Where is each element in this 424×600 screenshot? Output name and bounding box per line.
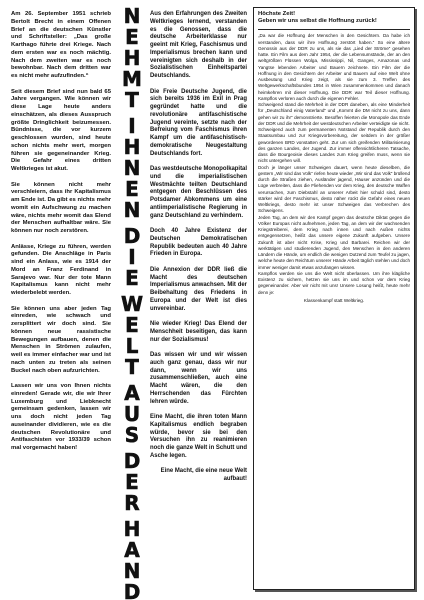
slogan-letter: D — [123, 580, 141, 600]
slogan-letter: I — [128, 114, 136, 138]
box-paragraph-3: Schweigend auch zum permanenten Notstand der Republik durch den Staatsumbau und zur Kriegsvorbereitung, der seitdem in der größer gewordenen BRD vonstatten geht. Zur um sich greifenden Militarisierung des ganzen Landes, der Jugend. Zur immer offensichtlicheren Tatsache, dass die Bourgeoisie dieses Landes zum Krieg greifen muss, wenn sie nicht untergehen will. — [258, 127, 410, 164]
box-paragraph-6: Kampflos werden sie uns die Welt nicht überlassen. Um ihre klägliche Existenz zu sichern, hetzen sie uns im und schon vor dem Krieg gegeneinander. Aber wir nicht mit uns! Unsere Losung heißt, heute mehr denn je: — [258, 270, 410, 295]
slogan-letter: A — [124, 538, 140, 562]
slogan-letter: E — [125, 470, 139, 494]
middle-paragraph-6: Nie wieder Krieg! Das Elend der Menschheit beseitigen, das kann nur der Sozialismus! — [150, 321, 247, 343]
slogan-letter: E — [125, 313, 139, 337]
slogan-letter: H — [123, 135, 141, 159]
slogan-letter: N — [123, 156, 141, 180]
slogan-letter: U — [123, 402, 141, 426]
left-column — [11, 11, 111, 461]
slogan-letter: R — [124, 491, 140, 515]
slogan-letter: D — [123, 224, 141, 248]
left-paragraph-1: Am 26. September 1951 schrieb Bertolt Brecht in einem Offenen Brief an die deutschen Künstler und Schriftsteller: „Das große Karthago führte drei Kriege. Nach dem ersten war es noch mächtig. Nach dem zweiten war es noch bewohnbar. Nach dem dritten war es nicht mehr aufzufinden.“ — [11, 11, 111, 79]
slogan-letter: H — [123, 46, 141, 70]
middle-closing-line: Eine Macht, die eine neue Welt aufbaut! — [160, 468, 247, 482]
middle-paragraph-2: Die Freie Deutsche Jugend, die sich bereits 1936 im Exil in Prag gegründet hatte und die revolutionäre antifaschistische Jugend vereinte, setzte nach der Befreiung vom Faschismus ihren Kampf um die antifaschistisch-demokratische Neugestaltung Deutschlands fort. — [150, 88, 247, 157]
box-paragraph-1: „Da war die Hoffnung der Menschen in den Gesichtern. Da habe ich verstanden, dass wir ihre Hoffnung zerstört haben.“ So eine ältere Genossin aus der DDR zu uns, als sie das „Lied der Ströme“ gesehen hatte. Ein Film aus dem Jahr 1954, der die Lebensumstände, der an den weltgrößten Flüssen Wolga, Mississippi, Nil, Ganges, Amazonas und Yangtse lebenden Arbeiter und Bauern zeichnete. Ein Film der die Hoffnung in den Gesichtern der Arbeiter und Bauern auf eine Welt ohne Ausbeutung und Krieg zeigt, als sie zum 3. Treffen des Weltgewerkschaftsbundes 1954 in Wien zusammenkommen und danach heimkehren mit dieser Hoffnung. Die DDR war Teil dieser Hoffnung. Kampflos verloren auch durch die eigenen Fehler. — [258, 33, 410, 101]
left-paragraph-4: Anlässe, Kriege zu führen, werden gefunden. Die Anschläge in Paris sind ein Anlass, wie es 1914 der Mord an Franz Ferdinand in Sarajevo war. Nur der tote Mann Kapitalismus kann nicht mehr wiederbelebt werden. — [11, 243, 111, 296]
right-column — [253, 7, 415, 590]
slogan-letter: E — [125, 177, 139, 201]
info-box — [253, 7, 415, 590]
middle-paragraph-8: Eine Macht, die ihren toten Mann Kapitalismus endlich begraben würde, bevor sie bei den Versuchen ihn zu reanimieren noch die ganze Welt in Schutt und Asche legen. — [150, 414, 247, 459]
left-paragraph-3: Sie können nicht mehr verschleiern, dass ihr Kapitalismus am Ende ist. Da gibt es nichts mehr womit ein Aufschwung zu machen wäre, nichts mehr womit das Elend der Menschen aufhaltbar wäre. Sie können nur noch zerstören. — [11, 181, 111, 234]
box-heading-line-1: Höchste Zeit! — [258, 11, 296, 17]
left-paragraph-2: Seit diesem Brief sind nun bald 65 Jahre vergangen. Wie können wir diese Lage heute anders einschätzen, als dieses Ausspruch größte Dringlichkeit beizumessen. Bündnisse, die vor kurzem geschlossen wurden, sind heute schon nichts mehr wert, morgen führen sie gegeneinander Krieg. Die Gefahr eines dritten Weltkrieges ist akut. — [11, 88, 111, 172]
slogan-letter: A — [124, 381, 140, 405]
slogan-letter: N — [123, 559, 141, 583]
slogan-letter: N — [123, 198, 141, 222]
left-paragraph-6: Lassen wir uns von Ihnen nichts einreden! Gerade wir, die wir Ihrer Luxemburg und Liebknecht gemeinsam gedenken, lassen wir uns doch nicht jeden Tag auseinander dividieren, wie es die deutschen Revolutionäre und Antifaschisten vor 1933/39 schon mal vorgemacht haben! — [11, 383, 111, 451]
box-paragraph-2: Schweigend stand die Mehrheit in der DDR daneben, als eine Minderheit für „Deutschland einig Vaterland“ und „Kommt die DM nicht zu uns, dann gehen wir zu ihr“ demonstrierte. Besoffen feierten die Monopole das Ende der DDR und die Mehrheit der westdeutschen Arbeiter verteidigte sie nicht. — [258, 102, 410, 126]
box-heading-line-2: Geben wir uns selbst die Hoffnung zurück! — [258, 18, 377, 25]
slogan-letter: N — [123, 4, 141, 28]
vertical-slogan — [112, 4, 152, 600]
middle-paragraph-5: Die Annexion der DDR ließ die Macht des deutschen Imperialismus anwachsen. Mit der Beibehaltung des Friedens in Europa und der Welt ist dies unvereinbar. — [150, 266, 247, 312]
slogan-letter: E — [125, 25, 139, 49]
box-paragraph-4: Doch je länger unser Schweigen dauert, wenn heute dieselben, die gestern „Wir sind das Volk“ riefen heute wieder „Wir sind das Volk“ brüllend durch die Straßen ziehen, Ausländer jagend, Häuser anzünden und die Lüge verbreiten, dass die Fliehenden vor dem Krieg, den deutsche Waffen verursachen, zum Diebstahl an unserer Arbeit hier schuld sind, desto stärker wird der Faschismus, desto näher rückt die Gefahr eines neuen Weltkriegs, desto mehr ist unser Schweigen das Verbrechen des Schweigens. — [258, 164, 410, 214]
box-paragraph-5: Jeden Tag, an dem wir den Kampf gegen das deutsche Diktat gegen die Völker Europas nicht aufnehmen, jeden Tag, an dem wir der wachsenden Kriegstreiberei, dem Krieg nach innen und nach Außen nichts entgegensetzen, heißt das unsere eigene Zukunft aufgeben. Unsere Zukunft ist aber nicht Krise, Krieg und Barbarei. Reichen wir der werktätigen und studierenden Jugend, den Menschen in den anderen Ländern die Hände, um endlich die wenigen Dutzend zum Teufel zu jagen, welche heute den Reichtum unserer Hände Arbeit täglich stehlen und doch immer weniger damit etwas anzufangen wissen. — [258, 214, 410, 270]
slogan-letter: D — [123, 449, 141, 473]
middle-paragraph-3: Das westdeutsche Monopolkapital und die imperialistischen Westmächte teilten Deutschland entgegen den Beschlüssen des Potsdamer Abkommens um eine antiimperialistische Regierung in ganz Deutschland zu verhindern. — [150, 166, 247, 219]
middle-paragraph-4: Doch 40 Jahre Existenz der Deutschen Demokratischen Republik bedeuten auch 40 Jahre Frieden in Europa. — [150, 228, 247, 258]
slogan-letter: T — [125, 88, 139, 112]
box-closing-slogan: Klassenkampf statt Weltkrieg. — [303, 297, 365, 303]
left-paragraph-5: Sie können uns aber jeden Tag einreden, wie schwach und zersplittert wir doch sind. Sie können neue rassistische Bewegungen aufbauen, denen die Menschen in Strömen zulaufen, weil es immer einfacher war und ist nach unten zu treten als seinen Buckel nach oben aufzurichten. — [11, 305, 111, 374]
slogan-letter: W — [120, 292, 144, 316]
slogan-letter: T — [125, 355, 139, 379]
slogan-letter: I — [128, 245, 136, 269]
slogan-letter: S — [124, 423, 140, 447]
box-heading — [258, 11, 410, 30]
slogan-letter: M — [122, 67, 142, 91]
slogan-letter: H — [123, 517, 141, 541]
slogan-letter: E — [125, 266, 139, 290]
middle-column — [150, 11, 247, 484]
slogan-letter: L — [125, 334, 139, 358]
middle-paragraph-1: Aus den Erfahrungen des Zweiten Weltkrieges lernend, verstanden es die Genossen, dass die deutsche Arbeiterklasse nur geeint mit Krieg, Faschismus und Imperialismus brechen kann und vereinigten sich deshalb in der Sozialistischen Einheitspartei Deutschlands. — [150, 11, 247, 79]
middle-paragraph-7: Das wissen wir und wir wissen auch ganz genau, dass wir nur dann, wenn wir uns zusammenschließen, auch eine Macht wären, die den Herrschenden das Fürchten lehren würde. — [150, 352, 247, 405]
